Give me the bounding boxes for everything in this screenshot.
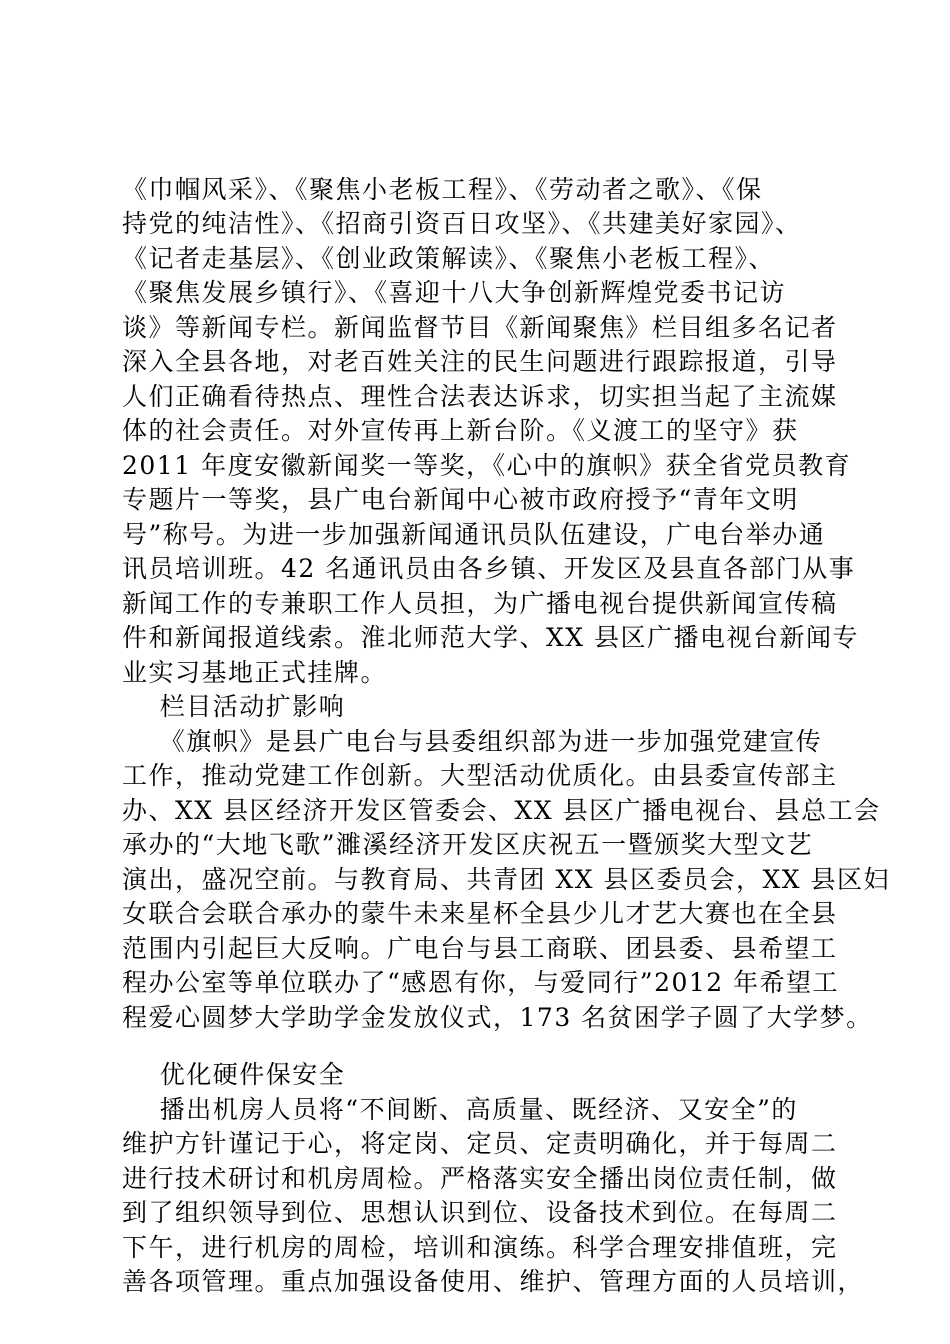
text-line: 持党的纯洁性》、《招商引资百日攻坚》、《共建美好家园》、 xyxy=(122,209,802,238)
text-line: 人们正确看待热点、理性合法表达诉求，切实担当起了主流媒 xyxy=(122,382,838,411)
text-line: 承办的“大地飞歌”濉溪经济开发区庆祝五一暨颁奖大型文艺 xyxy=(122,830,814,859)
text-line: 《旗帜》是县广电台与县委组织部为进一步加强党建宣传 xyxy=(122,727,823,756)
text-line: 体的社会责任。对外宣传再上新台阶。《义渡工的坚守》获 xyxy=(122,416,799,445)
section-heading: 栏目活动扩影响 xyxy=(122,692,346,721)
text-line: 工作，推动党建工作创新。大型活动优质化。由县委宣传部主 xyxy=(122,761,838,790)
text-line: 专题片一等奖，县广电台新闻中心被市政府授予“青年文明 xyxy=(122,485,799,514)
text-line: 《聚焦发展乡镇行》、《喜迎十八大争创新辉煌党委书记访 xyxy=(122,278,787,307)
text-line: 播出机房人员将“不间断、高质量、既经济、又安全”的 xyxy=(122,1095,798,1124)
text-line: 谈》等新闻专栏。新闻监督节目《新闻聚焦》栏目组多名记者 xyxy=(122,313,838,342)
text-line: 程办公室等单位联办了“感恩有你，与爱同行”2012 年希望工 xyxy=(122,968,840,997)
text-line: 《记者走基层》、《创业政策解读》、《聚焦小老板工程》、 xyxy=(122,244,776,273)
text-line: 下午，进行机房的周检，培训和演练。科学合理安排值班，完 xyxy=(122,1233,838,1262)
text-line: 《巾帼风采》、《聚焦小老板工程》、《劳动者之歌》、《保 xyxy=(122,175,763,204)
text-line: 讯员培训班。42 名通讯员由各乡镇、开发区及县直各部门从事 xyxy=(122,554,856,583)
text-line: 维护方针谨记于心，将定岗、定员、定责明确化，并于每周二 xyxy=(122,1129,838,1158)
text-line: 件和新闻报道线索。淮北师范大学、XX 县区广播电视台新闻专 xyxy=(122,623,860,652)
text-line: 号”称号。为进一步加强新闻通讯员队伍建设，广电台举办通 xyxy=(122,520,826,549)
text-line: 2011 年度安徽新闻奖一等奖，《心中的旗帜》获全省党员教育 xyxy=(122,451,852,480)
text-line: 深入全县各地，对老百姓关注的民生问题进行跟踪报道，引导 xyxy=(122,347,838,376)
text-line: 新闻工作的专兼职工作人员担，为广播电视台提供新闻宣传稿 xyxy=(122,589,838,618)
text-line: 范围内引起巨大反响。广电台与县工商联、团县委、县希望工 xyxy=(122,934,838,963)
text-line: 进行技术研讨和机房周检。严格落实安全播出岗位责任制，做 xyxy=(122,1164,838,1193)
text-line: 办、XX 县区经济开发区管委会、XX 县区广播电视台、县总工会 xyxy=(122,796,881,825)
text-line: 女联合会联合承办的蒙牛未来星杯全县少儿才艺大赛也在全县 xyxy=(122,899,838,928)
text-line: 业实习基地正式挂牌。 xyxy=(122,658,388,687)
text-line: 程爱心圆梦大学助学金发放仪式，173 名贫困学子圆了大学梦。 xyxy=(122,1003,873,1032)
section-heading: 优化硬件保安全 xyxy=(122,1060,346,1089)
text-line: 善各项管理。重点加强设备使用、维护、管理方面的人员培训， xyxy=(122,1267,865,1296)
text-line: 演出，盛况空前。与教育局、共青团 XX 县区委员会，XX 县区妇 xyxy=(122,865,891,894)
text-line: 到了组织领导到位、思想认识到位、设备技术到位。在每周二 xyxy=(122,1198,838,1227)
